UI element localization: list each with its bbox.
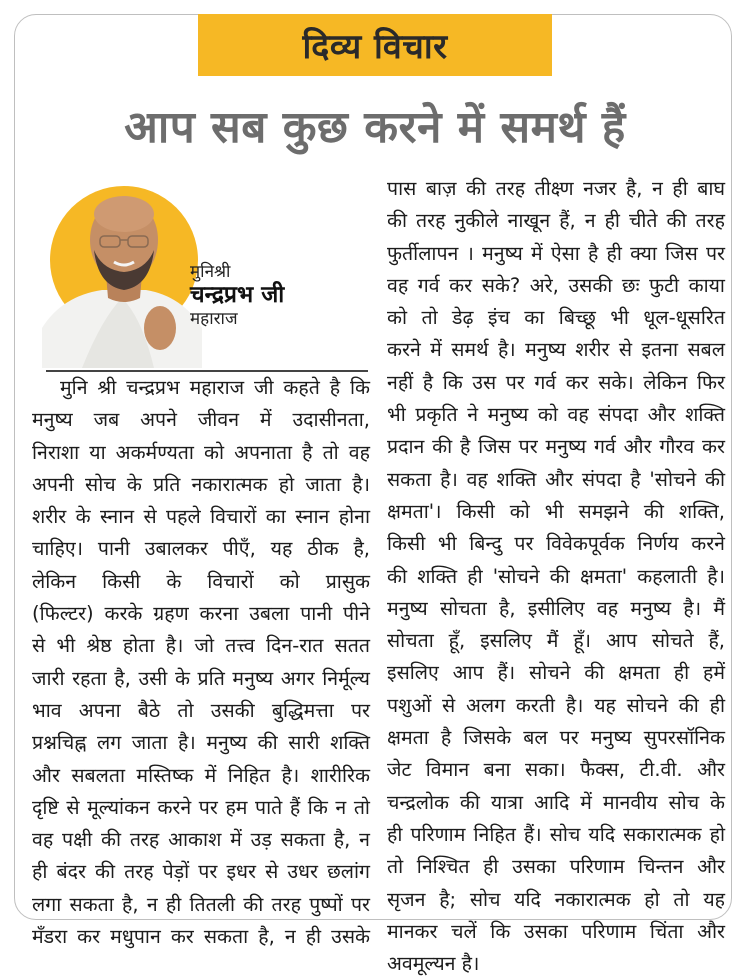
headline: आप सब कुछ करने में समर्थ हैं [124, 102, 626, 153]
article-line: भाव अपना बैठे तो उसकी बुद्धिमत्ता पर [32, 698, 370, 722]
article-line: फुर्तीलापन । मनुष्य में ऐसा है ही क्या जिस पर [387, 241, 725, 265]
article-line: तो निश्चित ही उसका परिणाम चिन्तन और [387, 855, 725, 879]
article-line: क्षमता है जिसके बल पर मनुष्य सुपरसॉनिक [387, 726, 725, 750]
author-name: चन्द्रप्रभ जी [190, 282, 285, 309]
article-line: मनुष्य जब अपने जीवन में उदासीनता, [32, 408, 370, 432]
article-line: दृष्टि से मूल्यांकन करने पर हम पाते हैं कि न तो [32, 795, 370, 819]
article-line: (फिल्टर) करके ग्रहण करना उबला पानी पीने [32, 602, 370, 626]
article-column-left [32, 372, 370, 953]
article-line: सकता है। वह शक्ति और संपदा है 'सोचने की [387, 467, 725, 491]
article-line: अपनी सोच के प्रति नकारात्मक हो जाता है। [32, 472, 370, 496]
article-line: से भी श्रेष्ठ होता है। जो तत्त्व दिन-रात सतत [32, 634, 370, 658]
section-banner [198, 14, 552, 76]
author-portrait-image [42, 178, 202, 368]
section-label: दिव्य विचार [302, 27, 448, 67]
article-line: क्षमता'। किसी को भी समझने की शक्ति, [387, 499, 725, 523]
article-line: चाहिए। पानी उबालकर पीएँ, यह ठीक है, [32, 537, 370, 561]
article-line: और सबलता मस्तिष्क में निहित है। शारीरिक [32, 763, 370, 787]
article-line: जारी रहता है, उसी के प्रति मनुष्य अगर निर्मूल्य [32, 666, 370, 690]
author-prefix: मुनिश्री [190, 262, 231, 282]
article-line: मुनि श्री चन्द्रप्रभ महाराज जी कहते है कि [60, 376, 370, 399]
article-line: की शक्ति ही 'सोचने की क्षमता' कहलाती है। [387, 564, 725, 588]
article-line: मनुष्य सोचता है, इसीलिए वह मनुष्य है। मैं [387, 596, 725, 620]
article-line: सृजन है; सोच यदि नकारात्मक हो तो यह [387, 887, 725, 911]
article-line: मानकर चलें कि उसका परिणाम चिंता और [387, 919, 725, 943]
article-line: निराशा या अकर्मण्यता को अपनाता है तो वह [32, 440, 370, 464]
article-line: सोचता हूँ, इसलिए मैं हूँ। आप सोचते हैं, [387, 629, 725, 653]
article-line: को तो डेढ़ इंच का बिच्छू भी धूल-धूसरित [387, 306, 725, 330]
article-line: प्रश्नचिह्न लग जाता है। मनुष्य की सारी शक्ति [32, 731, 370, 755]
article-line: नहीं है कि उस पर गर्व कर सके। लेकिन फिर [387, 370, 725, 394]
article-line: करने में समर्थ है। मनुष्य शरीर से इतना सबल [387, 338, 725, 362]
article-line: अवमूल्यन है। [387, 952, 480, 976]
article-line: शरीर के स्नान से पहले विचारों का स्नान होना [32, 505, 370, 529]
article-line: भी प्रकृति ने मनुष्य को वह संपदा और शक्ति [387, 403, 725, 427]
article-line: प्रदान की है जिस पर मनुष्य गर्व और गौरव कर [387, 435, 725, 459]
article-line: वह गर्व कर सके? अरे, उसकी छः फुटी काया [387, 273, 725, 297]
article-line: ही परिणाम निहित हैं। सोच यदि सकारात्मक हो [387, 822, 725, 846]
author-byline [190, 262, 284, 329]
article-line: लगा सकता है, न ही तितली की तरह पुष्पों पर [32, 892, 370, 916]
article-line: की तरह नुकीले नाखून हैं, न ही चीते की तरह [387, 209, 725, 233]
author-portrait [42, 178, 202, 368]
article-line: लेकिन किसी के विचारों को प्रासुक [32, 569, 370, 593]
article-line: इसलिए आप हैं। सोचने की क्षमता ही हमें [387, 661, 725, 685]
article-line: ही बंदर की तरह पेड़ों पर इधर से उधर छलांग [32, 860, 370, 884]
author-suffix: महाराज [190, 309, 238, 330]
article-line: चन्द्रलोक की यात्रा आदि में मानवीय सोच के [387, 790, 725, 814]
article-column-right [387, 173, 725, 980]
article-line: पशुओं से अलग करती है। यह सोचने की ही [387, 693, 725, 717]
article-line: मँडरा कर मधुपान कर सकता है, न ही उसके [32, 925, 370, 949]
article-line: वह पक्षी की तरह आकाश में उड़ सकता है, न [32, 828, 370, 852]
article-line: पास बाज़ की तरह तीक्ष्ण नजर है, न ही बाघ [387, 177, 725, 200]
article-line: जेट विमान बना सका। फैक्स, टी.वी. और [387, 758, 725, 782]
article-line: किसी भी बिन्दु पर विवेकपूर्वक निर्णय करने [387, 532, 725, 556]
